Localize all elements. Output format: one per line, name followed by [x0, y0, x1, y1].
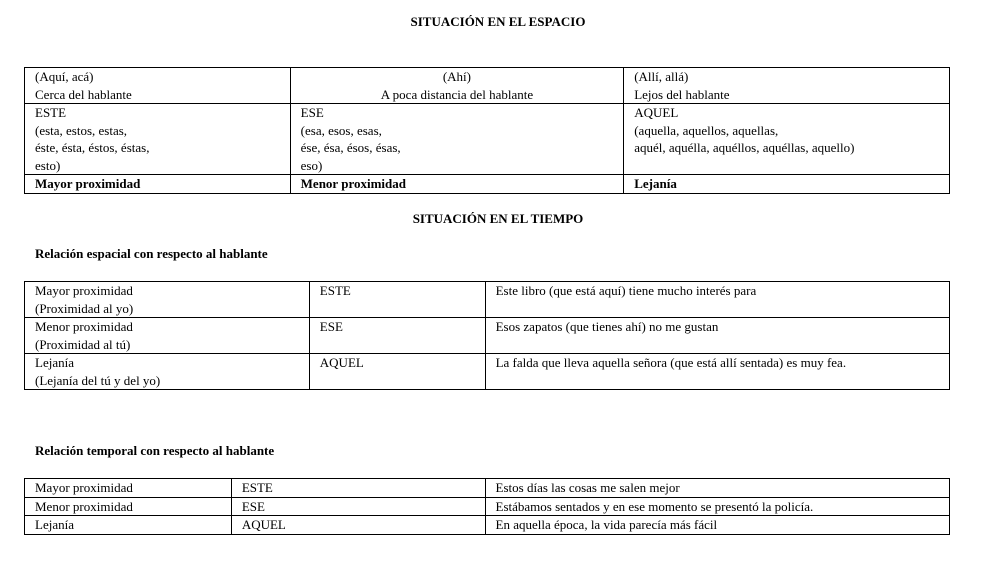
table-row	[25, 497, 950, 516]
cell-form: ESTE	[309, 282, 485, 318]
header-adverbs: (Allí, allá)	[634, 69, 689, 84]
table-row	[25, 68, 950, 104]
cell-forms-este	[25, 104, 291, 175]
title-situacion-tiempo: SITUACIÓN EN EL TIEMPO	[412, 211, 584, 226]
cell-example: En aquella época, la vida parecía más fácil	[485, 516, 949, 535]
cell-footer-menor: Menor proximidad	[290, 175, 624, 194]
cell-example: Estos días las cosas me salen mejor	[485, 479, 949, 498]
table-row	[25, 282, 950, 318]
cell-degree: Lejanía	[25, 516, 232, 535]
form-line: (aquella, aquellos, aquellas,	[634, 122, 779, 138]
table-row	[25, 175, 950, 194]
degree-label: Lejanía	[35, 355, 74, 370]
cell-footer-lejania: Lejanía	[624, 175, 950, 194]
degree-sub: (Lejanía del tú y del yo)	[35, 372, 161, 388]
section-heading-temporal: Relación temporal con respecto al hablante	[35, 443, 275, 458]
table-relacion-temporal	[24, 478, 950, 535]
header-adverbs: (Ahí)	[442, 69, 472, 84]
cell-example: La falda que lleva aquella señora (que está allí sentada) es muy fea.	[485, 354, 949, 390]
form-line: esto)	[35, 157, 61, 173]
form-line: ése, ésa, ésos, ésas,	[300, 140, 401, 155]
cell-form: ESTE	[231, 479, 485, 498]
cell-degree: Menor proximidad	[25, 497, 232, 516]
table-row	[25, 516, 950, 535]
cell-degree	[25, 318, 310, 354]
cell-footer-mayor: Mayor proximidad	[25, 175, 291, 194]
table-row	[25, 479, 950, 498]
header-distance: Cerca del hablante	[35, 86, 132, 102]
title-situacion-espacio: SITUACIÓN EN EL ESPACIO	[410, 14, 586, 29]
table-row	[25, 354, 950, 390]
cell-example: Estábamos sentados y en ese momento se presentó la policía.	[485, 497, 949, 516]
form-line: ESTE	[35, 105, 67, 120]
degree-label: Menor proximidad	[35, 319, 133, 334]
form-line: eso)	[300, 157, 323, 173]
cell-form: ESE	[231, 497, 485, 516]
cell-forms-ese	[290, 104, 624, 175]
form-line: ESE	[300, 105, 324, 120]
cell-header-poca-distancia	[290, 68, 624, 104]
cell-form: AQUEL	[231, 516, 485, 535]
degree-sub: (Proximidad al yo)	[35, 300, 134, 316]
cell-forms-aquel	[624, 104, 950, 175]
header-adverbs: (Aquí, acá)	[35, 69, 94, 84]
form-line: AQUEL	[634, 105, 679, 120]
cell-header-cerca	[25, 68, 291, 104]
section-heading-espacial: Relación espacial con respecto al hablante	[35, 246, 268, 261]
header-distance: Lejos del hablante	[634, 86, 730, 102]
form-line: aquél, aquélla, aquéllos, aquéllas, aquello)	[634, 140, 855, 155]
table-espacio	[24, 67, 950, 194]
form-line: (esa, esos, esas,	[300, 122, 382, 138]
cell-degree: Mayor proximidad	[25, 479, 232, 498]
form-line: éste, ésta, éstos, éstas,	[35, 140, 150, 155]
form-line: (esta, estos, estas,	[35, 122, 128, 138]
cell-header-lejos	[624, 68, 950, 104]
cell-example: Esos zapatos (que tienes ahí) no me gustan	[485, 318, 949, 354]
cell-example: Este libro (que está aquí) tiene mucho interés para	[485, 282, 949, 318]
degree-sub: (Proximidad al tú)	[35, 336, 131, 352]
cell-form: ESE	[309, 318, 485, 354]
cell-degree	[25, 282, 310, 318]
table-row	[25, 104, 950, 175]
cell-degree	[25, 354, 310, 390]
degree-label: Mayor proximidad	[35, 283, 133, 298]
header-distance: A poca distancia del hablante	[380, 86, 534, 102]
table-row	[25, 318, 950, 354]
table-relacion-espacial	[24, 281, 950, 390]
cell-form: AQUEL	[309, 354, 485, 390]
